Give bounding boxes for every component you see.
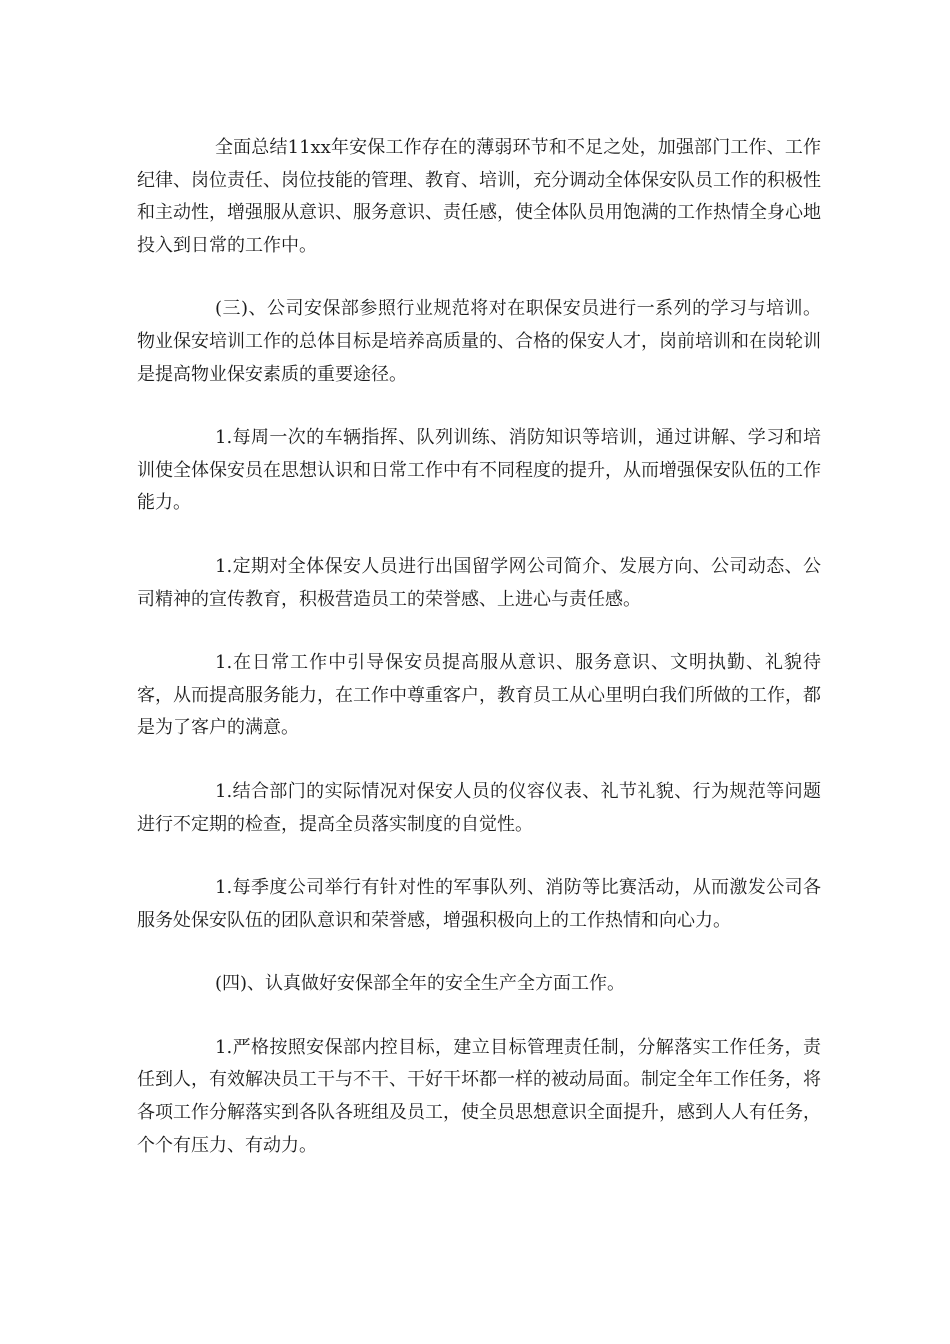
paragraph-section-three: (三)、公司安保部参照行业规范将对在职保安员进行一系列的学习与培训。物业保安培训工作的总体目标是培养高质量的、合格的保安人才，岗前培训和在岗轮训是提高物业保安素质的重要途径。 bbox=[137, 298, 821, 385]
paragraph-summary: 全面总结11xx年安保工作存在的薄弱环节和不足之处，加强部门工作、工作纪律、岗位责任、岗位技能的管理、教育、培训，充分调动全体保安队员工作的积极性和主动性，增强服从意识、服务意识、责任感，使全体队员用饱满的工作热情全身心地投入到日常的工作中。 bbox=[137, 137, 821, 256]
paragraph-company-education: 1.定期对全体保安人员进行出国留学网公司简介、发展方向、公司动态、公司精神的宣传教育，积极营造员工的荣誉感、上进心与责任感。 bbox=[137, 555, 821, 610]
paragraph-weekly-training: 1.每周一次的车辆指挥、队列训练、消防知识等培训，通过讲解、学习和培训使全体保安员在思想认识和日常工作中有不同程度的提升，从而增强保安队伍的工作能力。 bbox=[137, 427, 821, 514]
paragraph-responsibility-system: 1.严格按照安保部内控目标，建立目标管理责任制，分解落实工作任务，责任到人，有效解决员工干与不干、干好干坏都一样的被动局面。制定全年工作任务，将各项工作分解落实到各队各班组及员工，使全员思想意识全面提升，感到人人有任务，个个有压力、有动力。 bbox=[137, 1036, 821, 1156]
paragraph-quarterly-competition: 1.每季度公司举行有针对性的军事队列、消防等比赛活动，从而激发公司各服务处保安队伍的团队意识和荣誉感，增强积极向上的工作热情和向心力。 bbox=[137, 877, 821, 931]
paragraph-service-awareness: 1.在日常工作中引导保安员提高服从意识、服务意识、文明执勤、礼貌待客，从而提高服务能力，在工作中尊重客户，教育员工从心里明白我们所做的工作，都是为了客户的满意。 bbox=[137, 652, 821, 739]
paragraph-section-four: (四)、认真做好安保部全年的安全生产全方面工作。 bbox=[215, 973, 626, 995]
paragraph-inspection: 1.结合部门的实际情况对保安人员的仪容仪表、礼节礼貌、行为规范等问题进行不定期的检查，提高全员落实制度的自觉性。 bbox=[137, 780, 821, 835]
document-body bbox=[137, 132, 821, 1162]
